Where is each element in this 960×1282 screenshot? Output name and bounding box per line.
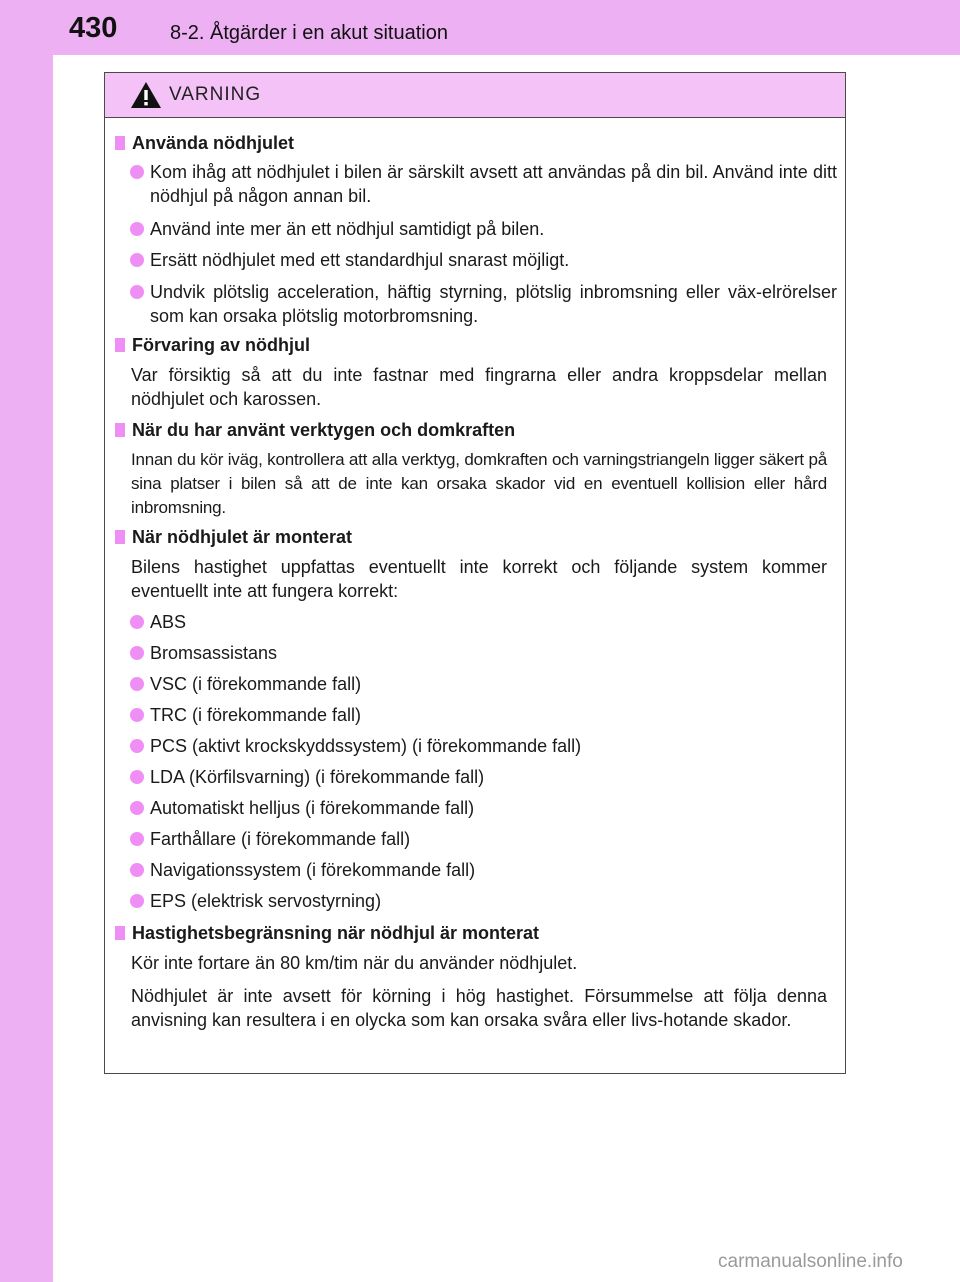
list-item: EPS (elektrisk servostyrning) — [130, 889, 837, 913]
chapter-title: 8-2. Åtgärder i en akut situation — [170, 22, 448, 44]
bullet-dot-icon — [130, 253, 144, 267]
list-item: Navigationssystem (i förekommande fall) — [130, 858, 837, 882]
list-item: LDA (Körfilsvarning) (i förekommande fall) — [130, 765, 837, 789]
watermark: carmanualsonline.info — [718, 1251, 903, 1272]
bullet-dot-icon — [130, 739, 144, 753]
warning-triangle-icon — [130, 81, 162, 109]
list-item: Automatiskt helljus (i förekommande fall) — [130, 796, 837, 820]
list-item: TRC (i förekommande fall) — [130, 703, 837, 727]
bullet-dot-icon — [130, 832, 144, 846]
bullet-dot-icon — [130, 677, 144, 691]
bullet-dot-icon — [130, 615, 144, 629]
square-bullet-icon — [115, 530, 125, 544]
bullet-dot-icon — [130, 894, 144, 908]
warning-title: VARNING — [169, 84, 262, 105]
paragraph: Nödhjulet är inte avsett för körning i hög hastighet. Försummelse att följa denna anvisning kan resultera i en olycka som kan orsaka svåra eller livs-hotande skador. — [131, 986, 827, 1030]
section-heading: Använda nödhjulet — [115, 131, 831, 155]
page-side-band — [0, 0, 53, 1282]
list-item: Bromsassistans — [130, 641, 837, 665]
paragraph: Var försiktig så att du inte fastnar med fingrarna eller andra kroppsdelar mellan nödhjulet och karossen. — [131, 365, 827, 409]
list-item: PCS (aktivt krockskyddssystem) (i förekommande fall) — [130, 734, 837, 758]
bullet-dot-icon — [130, 801, 144, 815]
bullet-dot-icon — [130, 165, 144, 179]
bullet-dot-icon — [130, 863, 144, 877]
paragraph: Kör inte fortare än 80 km/tim när du använder nödhjulet. — [131, 953, 578, 973]
bullet-dot-icon — [130, 222, 144, 236]
section-heading: Hastighetsbegränsning när nödhjul är monterat — [115, 921, 831, 945]
list-item: Kom ihåg att nödhjulet i bilen är särskilt avsett att användas på din bil. Använd inte ditt nödhjul på någon annan bil. — [130, 160, 837, 208]
paragraph: Bilens hastighet uppfattas eventuellt inte korrekt och följande system kommer eventuellt inte att fungera korrekt: — [131, 557, 827, 601]
section-heading: Förvaring av nödhjul — [115, 333, 831, 357]
list-item: Använd inte mer än ett nödhjul samtidigt på bilen. — [130, 217, 837, 241]
list-item: Undvik plötslig acceleration, häftig styrning, plötslig inbromsning eller väx-elrörelser som kan orsaka plötslig motorbromsning. — [130, 280, 837, 328]
bullet-dot-icon — [130, 646, 144, 660]
section-heading: När nödhjulet är monterat — [115, 525, 831, 549]
list-item: ABS — [130, 610, 837, 634]
page-number: 430 — [69, 12, 118, 44]
paragraph: Innan du kör iväg, kontrollera att alla verktyg, domkraften och varningstriangeln ligger säkert på sina platser i bilen så att de inte kan orsaka skador vid en eventuell kollision eller hård inbromsning. — [131, 450, 827, 517]
warning-box — [104, 72, 846, 1074]
bullet-dot-icon — [130, 708, 144, 722]
list-item: Ersätt nödhjulet med ett standardhjul snarast möjligt. — [130, 248, 837, 272]
square-bullet-icon — [115, 423, 125, 437]
square-bullet-icon — [115, 338, 125, 352]
warning-header — [105, 73, 845, 118]
page-header-band — [0, 0, 960, 55]
bullet-dot-icon — [130, 285, 144, 299]
bullet-dot-icon — [130, 770, 144, 784]
square-bullet-icon — [115, 926, 125, 940]
list-item: VSC (i förekommande fall) — [130, 672, 837, 696]
square-bullet-icon — [115, 136, 125, 150]
list-item: Farthållare (i förekommande fall) — [130, 827, 837, 851]
section-heading: När du har använt verktygen och domkraften — [115, 418, 831, 442]
